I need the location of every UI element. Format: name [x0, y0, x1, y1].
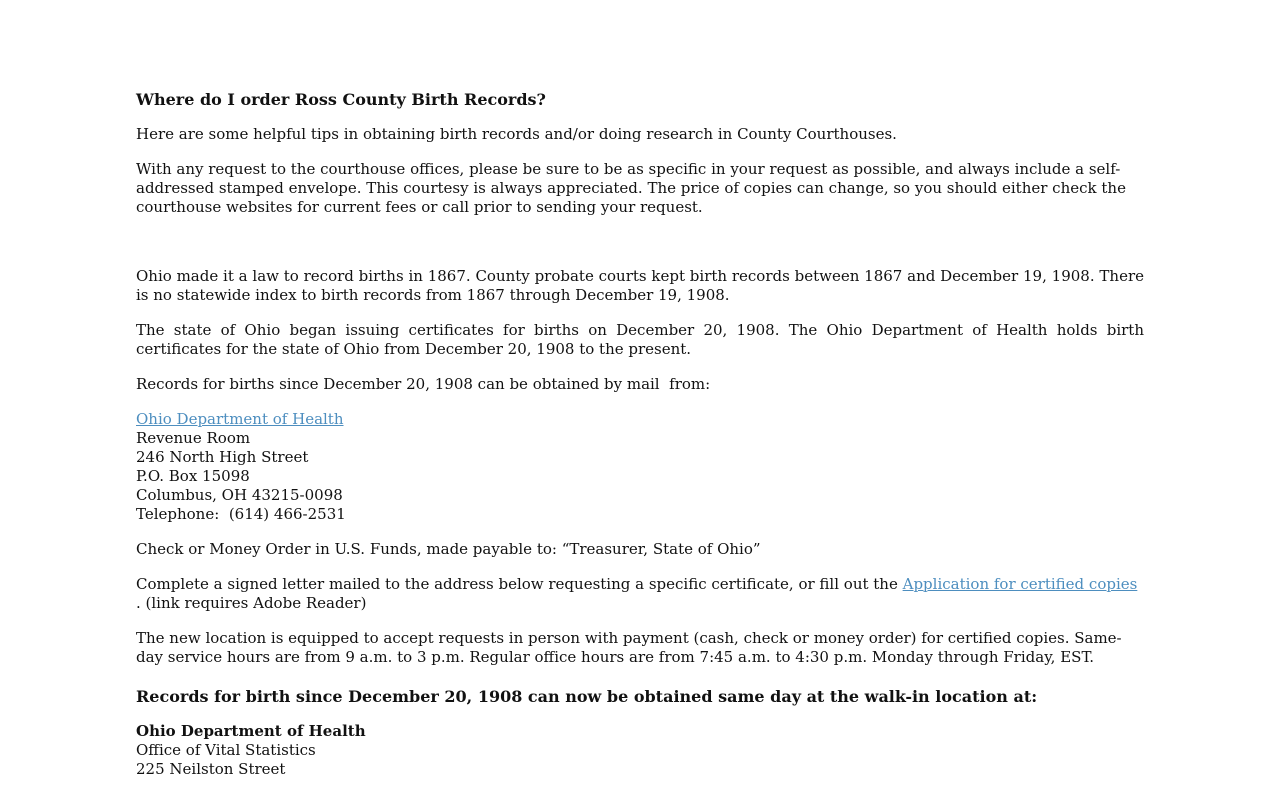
- mail-address-line-street: 246 North High Street: [136, 448, 309, 466]
- payment-paragraph: Check or Money Order in U.S. Funds, made payable to: “Treasurer, State of Ohio”: [136, 540, 761, 558]
- application-text-after: . (link requires Adobe Reader): [136, 594, 367, 612]
- courtesy-paragraph: With any request to the courthouse offices, please be sure to be as specific in your request as possible, and always include a self-addressed stamped envelope. This courtesy is always appreciated. The price of copies can change, so you should either check the courthouse websites for current fees or call prior to sending your request.: [136, 160, 1126, 216]
- ohio-department-of-health-link[interactable]: Ohio Department of Health: [136, 410, 344, 428]
- intro-paragraph: Here are some helpful tips in obtaining birth records and/or doing research in County Courthouses.: [136, 125, 897, 143]
- mail-address-line-city: Columbus, OH 43215-0098: [136, 486, 343, 504]
- page-title: Where do I order Ross County Birth Records?: [136, 90, 546, 109]
- mail-address-line-telephone: Telephone: (614) 466-2531: [136, 505, 346, 523]
- application-paragraph: [136, 575, 1144, 613]
- walkin-address-line-office: Office of Vital Statistics: [136, 741, 316, 759]
- walkin-address-line-street: 225 Neilston Street: [136, 760, 286, 778]
- mail-address-line-revenue-room: Revenue Room: [136, 429, 251, 447]
- walkin-address-name: Ohio Department of Health: [136, 722, 366, 740]
- document-page: [136, 0, 1144, 779]
- state-certificates-paragraph: The state of Ohio began issuing certificates for births on December 20, 1908. The Ohio Department of Health holds birth certificates for the state of Ohio from December 20, 1908 to the present.: [136, 321, 1144, 358]
- walkin-info-paragraph: The new location is equipped to accept requests in person with payment (cash, check or money order) for certified copies. Same-day service hours are from 9 a.m. to 3 p.m. Regular office hours are from 7:45 a.m. to 4:30 p.m. Monday through Friday, EST.: [136, 629, 1122, 666]
- application-certified-copies-link[interactable]: Application for certified copies: [902, 575, 1138, 593]
- walkin-address-block: [136, 722, 1144, 779]
- application-text-before: Complete a signed letter mailed to the address below requesting a specific certificate, or fill out the: [136, 575, 903, 593]
- law-1867-paragraph: Ohio made it a law to record births in 1867. County probate courts kept birth records between 1867 and December 19, 1908. There is no statewide index to birth records from 1867 through December 19, 1908.: [136, 267, 1144, 304]
- mail-address-block: [136, 410, 1144, 524]
- mail-address-line-pobox: P.O. Box 15098: [136, 467, 250, 485]
- mail-intro-paragraph: Records for births since December 20, 1908 can be obtained by mail from:: [136, 375, 711, 393]
- walkin-heading: Records for birth since December 20, 1908 can now be obtained same day at the walk-in location at:: [136, 687, 1038, 706]
- mail-address-link-line: [136, 410, 1144, 429]
